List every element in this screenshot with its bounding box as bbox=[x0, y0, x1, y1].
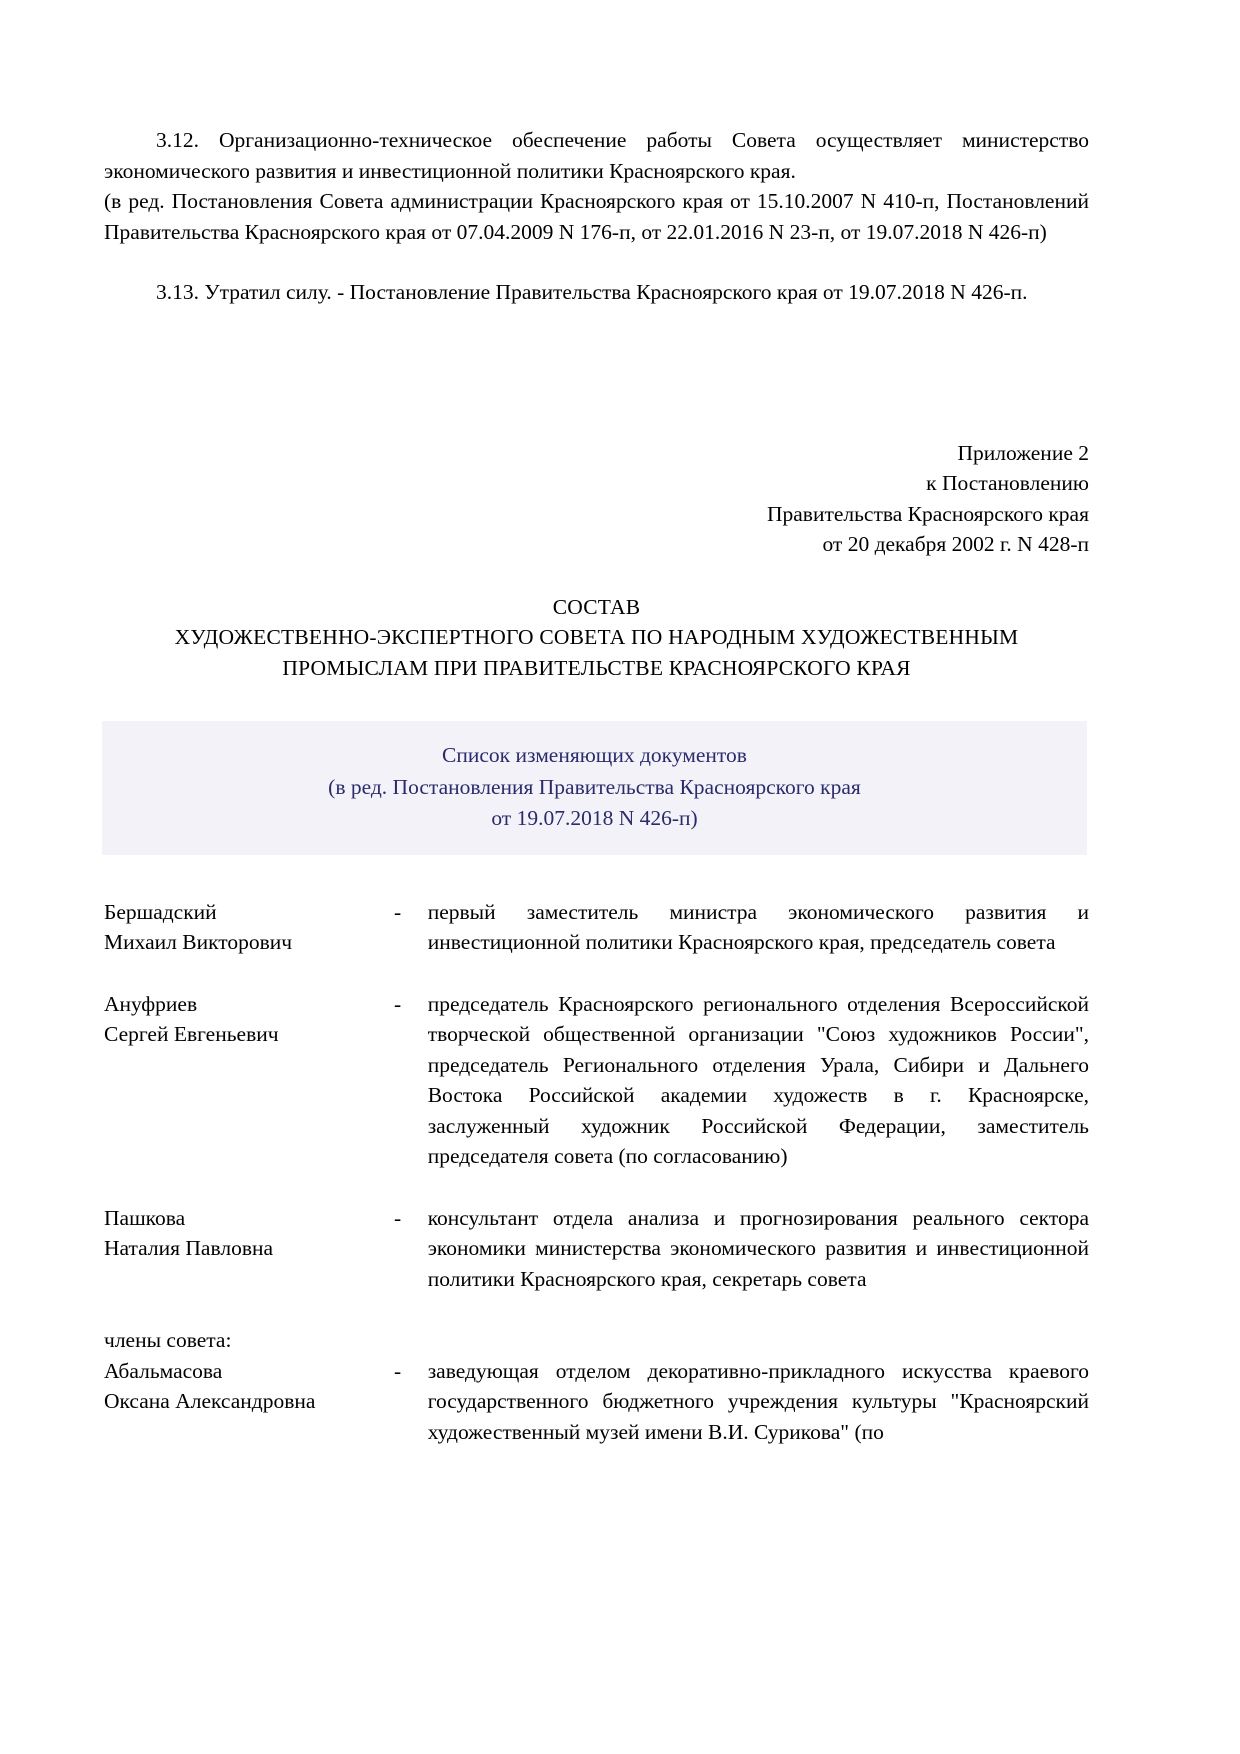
member-position-description: консультант отдела анализа и прогнозирования реального сектора экономики министерства экономического развития и инвестиционной политики Красноярского края, секретарь совета bbox=[427, 1205, 1089, 1291]
clause-3-12-amendment-note: (в ред. Постановления Совета администрации Красноярского края от 15.10.2007 N 410-п, Постановлений Правительства Красноярского края от 07.04.2009 N 176-п, от 22.01.2016 N 23-п, от 19.07.2018 N 426-п) bbox=[104, 189, 1089, 244]
amend-box-heading: Список изменяющих документов bbox=[442, 743, 747, 767]
appendix-title-spacer bbox=[104, 560, 1089, 592]
page-title bbox=[104, 592, 1089, 684]
member-surname: Бершадский bbox=[104, 899, 217, 924]
table-row bbox=[104, 989, 1089, 1203]
members-section-label: члены совета: bbox=[104, 1328, 232, 1352]
member-surname: Пашкова bbox=[104, 1205, 186, 1230]
appendix-number: Приложение 2 bbox=[957, 440, 1089, 465]
clause-3-12-text: 3.12. Организационно-техническое обеспечение работы Совета осуществляет министерство экономического развития и инвестиционной политики Красноярского края. bbox=[104, 128, 1089, 183]
dash-separator: - bbox=[394, 1205, 402, 1230]
table-row bbox=[104, 1356, 1089, 1479]
amend-box-line-2: (в ред. Постановления Правительства Красноярского края bbox=[328, 774, 861, 799]
member-position-description: первый заместитель министра экономического развития и инвестиционной политики Красноярского края, председатель совета bbox=[427, 899, 1089, 954]
member-given-name: Михаил Викторович bbox=[104, 930, 293, 954]
section-gap-spacer bbox=[104, 308, 1089, 438]
members-section-row bbox=[104, 1325, 1089, 1356]
amending-documents-box bbox=[102, 721, 1087, 855]
title-line-2: ХУДОЖЕСТВЕННО-ЭКСПЕРТНОГО СОВЕТА ПО НАРОДНЫМ ХУДОЖЕСТВЕННЫМ bbox=[174, 625, 1019, 649]
box-roster-spacer bbox=[104, 855, 1089, 897]
member-given-name: Сергей Евгеньевич bbox=[104, 1022, 279, 1046]
appendix-date: от 20 декабря 2002 г. N 428-п bbox=[822, 532, 1089, 556]
council-roster-table bbox=[104, 897, 1089, 1479]
amend-box-line-3: от 19.07.2018 N 426-п) bbox=[491, 806, 698, 830]
member-name-cell bbox=[104, 989, 394, 1203]
member-position-description: председатель Красноярского регионального отделения Всероссийской творческой общественной организации "Союз художников России", председатель Регионального отделения Урала, Сибири и Дальнего Востока Российской академии художеств в г. Красноярске, заслуженный художник Российской Федерации, заместитель председателя совета (по согласованию) bbox=[427, 991, 1089, 1168]
member-name-cell bbox=[104, 1203, 394, 1326]
top-margin-spacer bbox=[104, 0, 1089, 125]
title-line-3: ПРОМЫСЛАМ ПРИ ПРАВИТЕЛЬСТВЕ КРАСНОЯРСКОГО КРАЯ bbox=[282, 655, 911, 680]
dash-separator: - bbox=[394, 991, 402, 1016]
member-surname: Абальмасова bbox=[104, 1358, 223, 1383]
dash-separator: - bbox=[394, 899, 402, 924]
page-content bbox=[104, 0, 1089, 1478]
dash-separator: - bbox=[394, 1358, 402, 1383]
title-line-1: СОСТАВ bbox=[552, 594, 641, 619]
title-box-spacer bbox=[104, 683, 1089, 721]
appendix-to-decree: к Постановлению bbox=[926, 471, 1089, 495]
member-given-name: Наталия Павловна bbox=[104, 1236, 274, 1260]
clause-3-13-text: 3.13. Утратил силу. - Постановление Правительства Красноярского края от 19.07.2018 N 426-п. bbox=[156, 280, 1028, 304]
table-row bbox=[104, 897, 1089, 989]
table-row bbox=[104, 1203, 1089, 1326]
member-name-cell bbox=[104, 897, 394, 989]
member-name-cell bbox=[104, 1356, 394, 1479]
appendix-authority: Правительства Красноярского края bbox=[766, 501, 1089, 526]
member-surname: Ануфриев bbox=[104, 991, 198, 1016]
member-given-name: Оксана Александровна bbox=[104, 1389, 316, 1413]
member-position-description: заведующая отделом декоративно-прикладного искусства краевого государственного бюджетного учреждения культуры "Красноярский художественный музей имени В.И. Сурикова" (по bbox=[427, 1358, 1089, 1444]
clause-gap-spacer bbox=[104, 247, 1089, 277]
appendix-reference-block bbox=[104, 438, 1089, 560]
